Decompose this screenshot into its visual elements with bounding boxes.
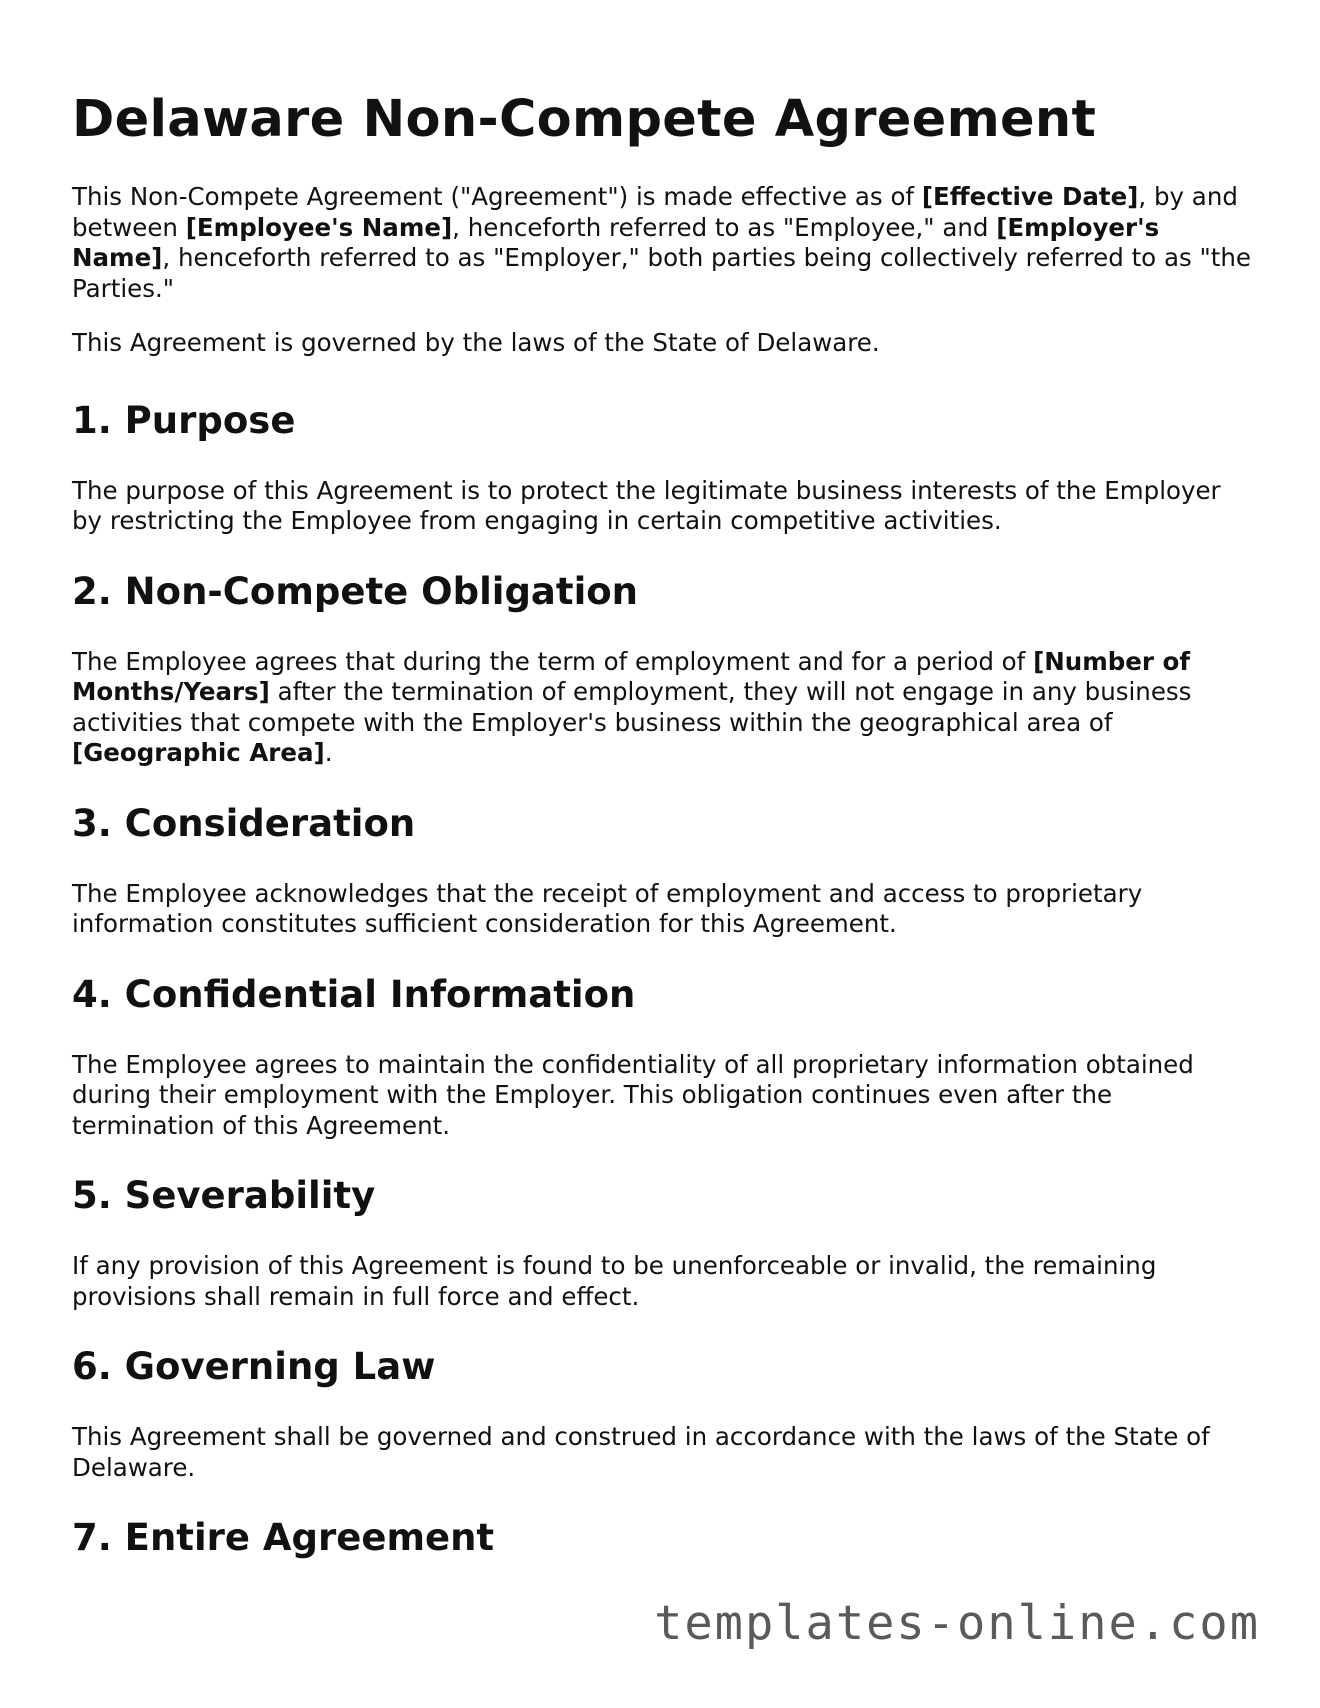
document-page	[72, 90, 1252, 1593]
section-text-noncompete	[72, 647, 1252, 769]
period-placeholder: [Number of Months/Years]	[72, 646, 1191, 706]
intro-paragraph	[72, 182, 1252, 304]
employee-name-placeholder: [Employee's Name]	[185, 212, 453, 242]
employer-name-placeholder: [Employer's Name]	[72, 212, 1160, 272]
section-noncompete	[72, 570, 1252, 769]
noncompete-text-3: .	[324, 738, 333, 767]
intro-text-2: , by and between	[72, 182, 1238, 242]
noncompete-text-1: The Employee agrees that during the term of employment and for a period of	[72, 646, 1034, 676]
effective-date-placeholder: [Effective Date]	[921, 182, 1139, 211]
section-heading-consideration: 3. Consideration	[72, 801, 416, 845]
section-severability	[72, 1174, 1252, 1312]
section-entire	[72, 1516, 1252, 1560]
section-text-severability: If any provision of this Agreement is found to be unenforceable or invalid, the remaining provisions shall remain in full force and effect.	[72, 1251, 1157, 1311]
section-consideration	[72, 802, 1252, 940]
section-heading-purpose: 1. Purpose	[72, 398, 296, 442]
section-text-confidential: The Employee agrees to maintain the confidentiality of all proprietary information obtained during their employment with the Employer. This obligation continues even after the termination of this Agreement.	[72, 1049, 1194, 1140]
section-heading-entire: 7. Entire Agreement	[72, 1516, 495, 1559]
section-text-governing: This Agreement shall be governed and construed in accordance with the laws of the State of Delaware.	[72, 1422, 1210, 1482]
intro-text-4: , henceforth referred to as "Employer," both parties being collectively referred to as "the Parties."	[72, 243, 1252, 303]
section-confidential	[72, 973, 1252, 1142]
intro-text-1: This Non-Compete Agreement ("Agreement") is made effective as of	[72, 182, 922, 211]
geographic-area-placeholder: [Geographic Area]	[72, 738, 325, 767]
section-purpose	[72, 399, 1252, 537]
document-title: Delaware Non-Compete Agreement	[72, 90, 1097, 149]
section-heading-confidential: 4. Confidential Information	[72, 972, 636, 1016]
noncompete-text-2: after the termination of employment, they will not engage in any business activities that compete with the Employer's business within the geographical area of	[72, 677, 1192, 737]
watermark: templates-online.com	[654, 1596, 1260, 1651]
section-heading-severability: 5. Severability	[72, 1174, 376, 1217]
section-governing	[72, 1345, 1252, 1483]
governed-statement: This Agreement is governed by the laws of the State of Delaware.	[72, 328, 880, 357]
section-heading-noncompete: 2. Non-Compete Obligation	[72, 569, 639, 613]
intro-text-3: , henceforth referred to as "Employee," and	[452, 212, 997, 242]
section-heading-governing: 6. Governing Law	[72, 1345, 436, 1388]
section-text-purpose: The purpose of this Agreement is to protect the legitimate business interests of the Employer by restricting the Employee from engaging in certain competitive activities.	[72, 475, 1221, 535]
section-text-consideration: The Employee acknowledges that the receipt of employment and access to proprietary information constitutes sufficient consideration for this Agreement.	[72, 878, 1143, 938]
